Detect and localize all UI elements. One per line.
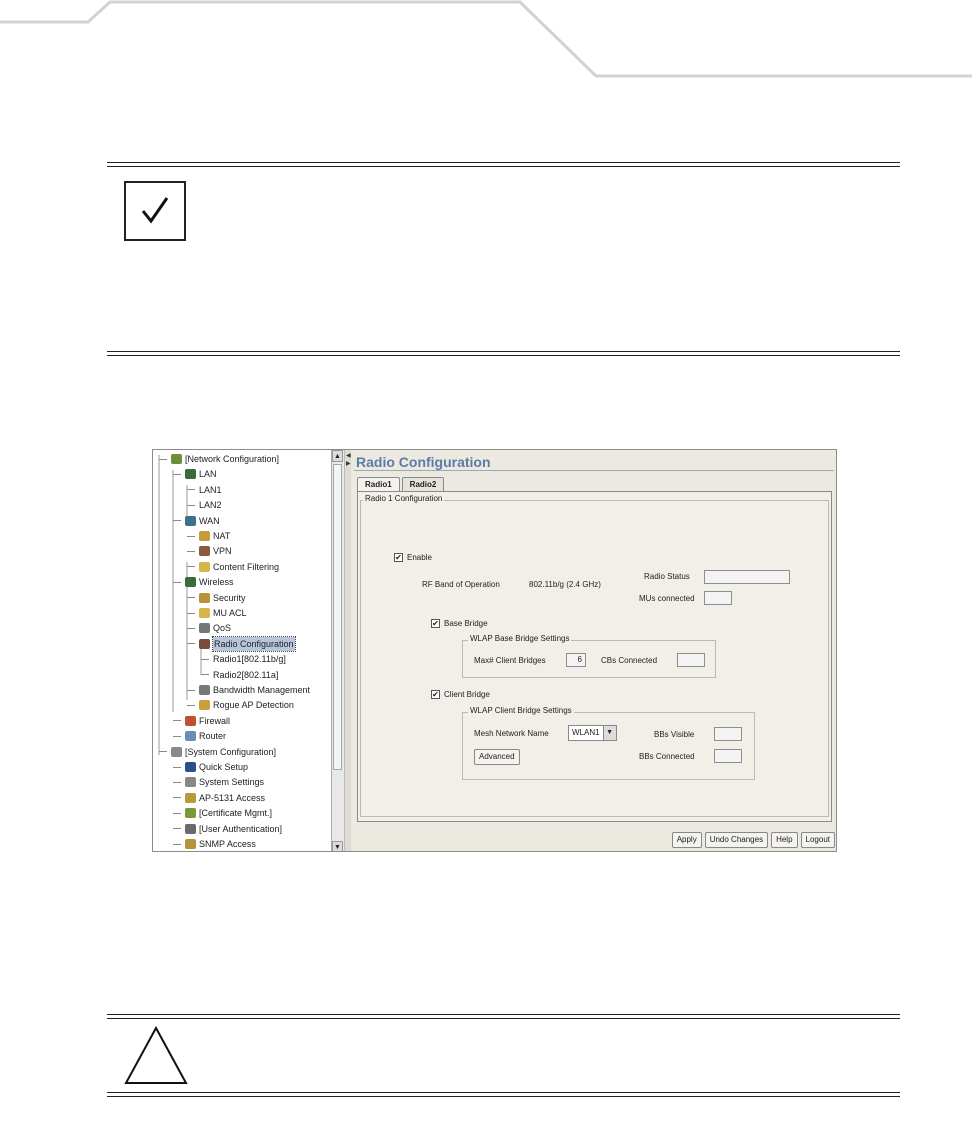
tree-connector: [187, 705, 195, 706]
tree-item-label: NAT: [213, 531, 231, 541]
tree-item-label: Firewall: [199, 715, 231, 726]
qos-icon: [199, 623, 210, 633]
tree-item-wan[interactable]: [173, 514, 220, 528]
tree-connector: [173, 828, 181, 829]
note-top-rule: [107, 162, 900, 163]
quick-setup-icon: [185, 762, 196, 772]
note-bottom-rule-2: [107, 355, 900, 356]
tree-connector: [187, 489, 195, 490]
tree-connector: [187, 690, 195, 691]
rogue-ap-icon: [199, 700, 210, 710]
tree-item-label: Rogue AP Detection: [213, 700, 294, 711]
tree-item-label: Radio Configuration: [214, 638, 294, 649]
base-bridge-checkbox[interactable]: [431, 619, 488, 628]
lan-icon: [185, 469, 196, 479]
bbs-connected-field: [714, 749, 742, 763]
nat-icon: [199, 531, 210, 541]
tree-connector: [173, 736, 181, 737]
certificate-icon: [185, 808, 196, 818]
logout-button[interactable]: Logout: [801, 832, 835, 848]
firewall-icon: [185, 716, 196, 726]
tree-item-label: Quick Setup: [199, 762, 249, 772]
wireless-icon: [185, 577, 196, 587]
radio1-config-group: [360, 494, 829, 817]
tree-item-label: Content Filtering: [213, 561, 280, 572]
tree-item-label: [Certificate Mgmt.]: [199, 808, 273, 819]
tree-item-lan1[interactable]: [187, 483, 222, 497]
tree-item-radio-configuration[interactable]: [187, 637, 295, 651]
page-header-decoration: [0, 0, 972, 80]
router-icon: [185, 731, 196, 741]
radio-status-label: Radio Status: [644, 572, 690, 581]
bbs-connected-label: BBs Connected: [639, 752, 695, 761]
rf-band-label: RF Band of Operation: [422, 580, 500, 589]
access-icon: [185, 793, 196, 803]
security-icon: [199, 593, 210, 603]
tree-item-label: LAN: [199, 469, 217, 480]
tree-connector: [187, 597, 195, 598]
note-check-icon: [124, 181, 186, 241]
tree-item-label: Security: [213, 592, 246, 603]
tree-item-lan2[interactable]: [187, 498, 222, 512]
cbs-connected-label: CBs Connected: [601, 656, 658, 665]
tree-item-content-filtering[interactable]: [187, 560, 279, 574]
client-group-title: WLAP Client Bridge Settings: [470, 706, 572, 715]
pane-splitter[interactable]: [344, 450, 351, 852]
tree-item-firewall[interactable]: [173, 714, 230, 728]
note-bottom-rule: [107, 351, 900, 352]
tree-item-network-configuration[interactable]: [159, 452, 279, 466]
tree-item-certificate-mgmt[interactable]: [173, 806, 272, 820]
tab-radio1[interactable]: Radio1: [357, 477, 400, 491]
mesh-network-name-value: WLAN1: [572, 728, 600, 737]
radio-icon: [199, 639, 210, 649]
tree-item-router[interactable]: [173, 729, 226, 743]
tree-connector: [173, 813, 181, 814]
dropdown-arrow-icon[interactable]: ▼: [603, 726, 616, 740]
tree-item-nat[interactable]: [187, 529, 230, 543]
note-top-rule-2: [107, 166, 900, 167]
tree-item-ap-5131-access[interactable]: [173, 791, 265, 805]
tree-connector: [173, 782, 181, 783]
system-config-icon: [171, 747, 182, 757]
tree-item-mu-acl[interactable]: [187, 606, 247, 620]
tree-connector: [159, 459, 167, 460]
tree-connector: [173, 720, 181, 721]
tree-connector: [187, 566, 195, 567]
check-mark-icon: ✔: [395, 553, 402, 562]
scroll-thumb[interactable]: [333, 464, 342, 770]
user-auth-icon: [185, 824, 196, 834]
bbs-visible-field: [714, 727, 742, 741]
network-config-icon: [171, 454, 182, 464]
tree-item-label: AP-5131 Access: [199, 792, 266, 803]
tree-connector: [173, 520, 181, 521]
tree-item-label: VPN: [213, 546, 232, 557]
tree-item-label: [User Authentication]: [199, 823, 283, 834]
tree-item-lan[interactable]: [173, 467, 217, 481]
navigation-tree: [153, 450, 331, 852]
mesh-network-name-label: Mesh Network Name: [474, 729, 549, 738]
tree-connector: [201, 674, 209, 675]
tree-item-radio1-802-11b-g[interactable]: [201, 652, 286, 666]
tree-item-user-authentication[interactable]: [173, 822, 282, 836]
tab-content: [357, 491, 832, 822]
tree-item-label: LAN1: [199, 484, 222, 495]
check-mark-icon: ✔: [432, 690, 439, 699]
tree-item-wireless[interactable]: [173, 575, 234, 589]
radio-status-field: [704, 570, 790, 584]
tab-radio2[interactable]: Radio2: [402, 477, 445, 491]
mus-connected-field: [704, 591, 732, 605]
base-bridge-label: Base Bridge: [444, 619, 488, 628]
bandwidth-icon: [199, 685, 210, 695]
caution-bottom-rule-2: [107, 1096, 900, 1097]
snmp-icon: [185, 839, 196, 849]
mu-acl-icon: [199, 608, 210, 618]
tree-item-label: Router: [199, 731, 227, 742]
tree-item-security[interactable]: [187, 591, 246, 605]
tree-item-label: MU ACL: [213, 608, 247, 618]
page-title: Radio Configuration: [356, 454, 491, 470]
tree-connector: [187, 551, 195, 552]
splitter-left-arrow-icon[interactable]: ◀: [346, 453, 351, 459]
tree-item-vpn[interactable]: [187, 544, 232, 558]
tree-item-label: [Network Configuration]: [185, 454, 280, 464]
tree-item-snmp-access[interactable]: [173, 837, 256, 851]
mus-connected-label: MUs connected: [639, 594, 695, 603]
tree-connector: [173, 474, 181, 475]
tree-item-quick-setup[interactable]: [173, 760, 248, 774]
tree-item-label: WAN: [199, 515, 220, 526]
wan-icon: [185, 516, 196, 526]
base-group-title: WLAP Base Bridge Settings: [470, 634, 570, 643]
action-buttons: [672, 832, 835, 848]
tree-item-radio2-802-11a[interactable]: [201, 668, 278, 682]
tree-connector: [187, 505, 195, 506]
tree-item-label: Bandwidth Management: [213, 685, 311, 695]
undo-changes-button[interactable]: Undo Changes: [705, 832, 768, 848]
radio-config-screenshot: [152, 449, 837, 852]
tree-item-rogue-ap-detection[interactable]: [187, 698, 294, 712]
client-bridge-group: [462, 706, 755, 780]
cbs-connected-field: [677, 653, 705, 667]
enable-label: Enable: [407, 553, 432, 562]
tree-item-label: QoS: [213, 623, 232, 634]
tree-item-label: SNMP Access: [199, 839, 256, 849]
splitter-right-arrow-icon[interactable]: ▶: [346, 461, 351, 467]
caution-bottom-rule: [107, 1092, 900, 1093]
enable-checkbox[interactable]: [394, 553, 432, 562]
content-filter-icon: [199, 562, 210, 572]
tree-item-system-settings[interactable]: [173, 775, 264, 789]
scroll-up-arrow-icon[interactable]: ▲: [332, 450, 343, 462]
client-bridge-checkbox[interactable]: [431, 690, 490, 699]
mesh-network-name-select[interactable]: [568, 725, 617, 741]
tree-connector: [173, 844, 181, 845]
tree-connector: [201, 659, 209, 660]
tree-connector: [187, 628, 195, 629]
tree-item-label: Radio1[802.11b/g]: [213, 654, 286, 665]
tree-item-label: LAN2: [199, 500, 222, 511]
caution-top-rule: [107, 1014, 900, 1015]
tree-connector: [187, 613, 195, 614]
tree-item-bandwidth-management[interactable]: [187, 683, 310, 697]
tree-item-label: Wireless: [199, 577, 234, 588]
advanced-button[interactable]: Advanced: [474, 749, 520, 765]
group-title: Radio 1 Configuration: [365, 494, 443, 503]
bbs-visible-label: BBs Visible: [654, 730, 695, 739]
radio-tabs: [357, 477, 446, 491]
tree-item-label: [System Configuration]: [185, 746, 277, 757]
max-client-bridges-input[interactable]: 6: [566, 653, 586, 667]
base-bridge-group: [462, 634, 716, 678]
tree-item-label: System Settings: [199, 777, 265, 788]
tree-connector: [187, 643, 195, 644]
caution-top-rule-2: [107, 1018, 900, 1019]
config-panel: [352, 450, 837, 852]
scroll-down-arrow-icon[interactable]: ▼: [332, 841, 343, 852]
tree-item-label: Radio2[802.11a]: [213, 669, 279, 680]
caution-triangle-icon: [124, 1025, 188, 1085]
tree-connector: [173, 797, 181, 798]
tree-item-qos[interactable]: [187, 621, 231, 635]
tree-connector: [187, 536, 195, 537]
title-divider: [354, 470, 834, 471]
rf-band-value: 802.11b/g (2.4 GHz): [529, 580, 601, 589]
client-bridge-label: Client Bridge: [444, 690, 490, 699]
help-button[interactable]: Help: [771, 832, 797, 848]
tree-connector: [159, 751, 167, 752]
tree-connector: [173, 767, 181, 768]
check-mark-icon: ✔: [432, 619, 439, 628]
tree-connector: [173, 582, 181, 583]
apply-button[interactable]: Apply: [672, 832, 702, 848]
system-settings-icon: [185, 777, 196, 787]
tree-scrollbar[interactable]: [331, 450, 343, 852]
tree-item-system-configuration[interactable]: [159, 745, 276, 759]
vpn-icon: [199, 546, 210, 556]
max-client-bridges-label: Max# Client Bridges: [474, 656, 546, 665]
